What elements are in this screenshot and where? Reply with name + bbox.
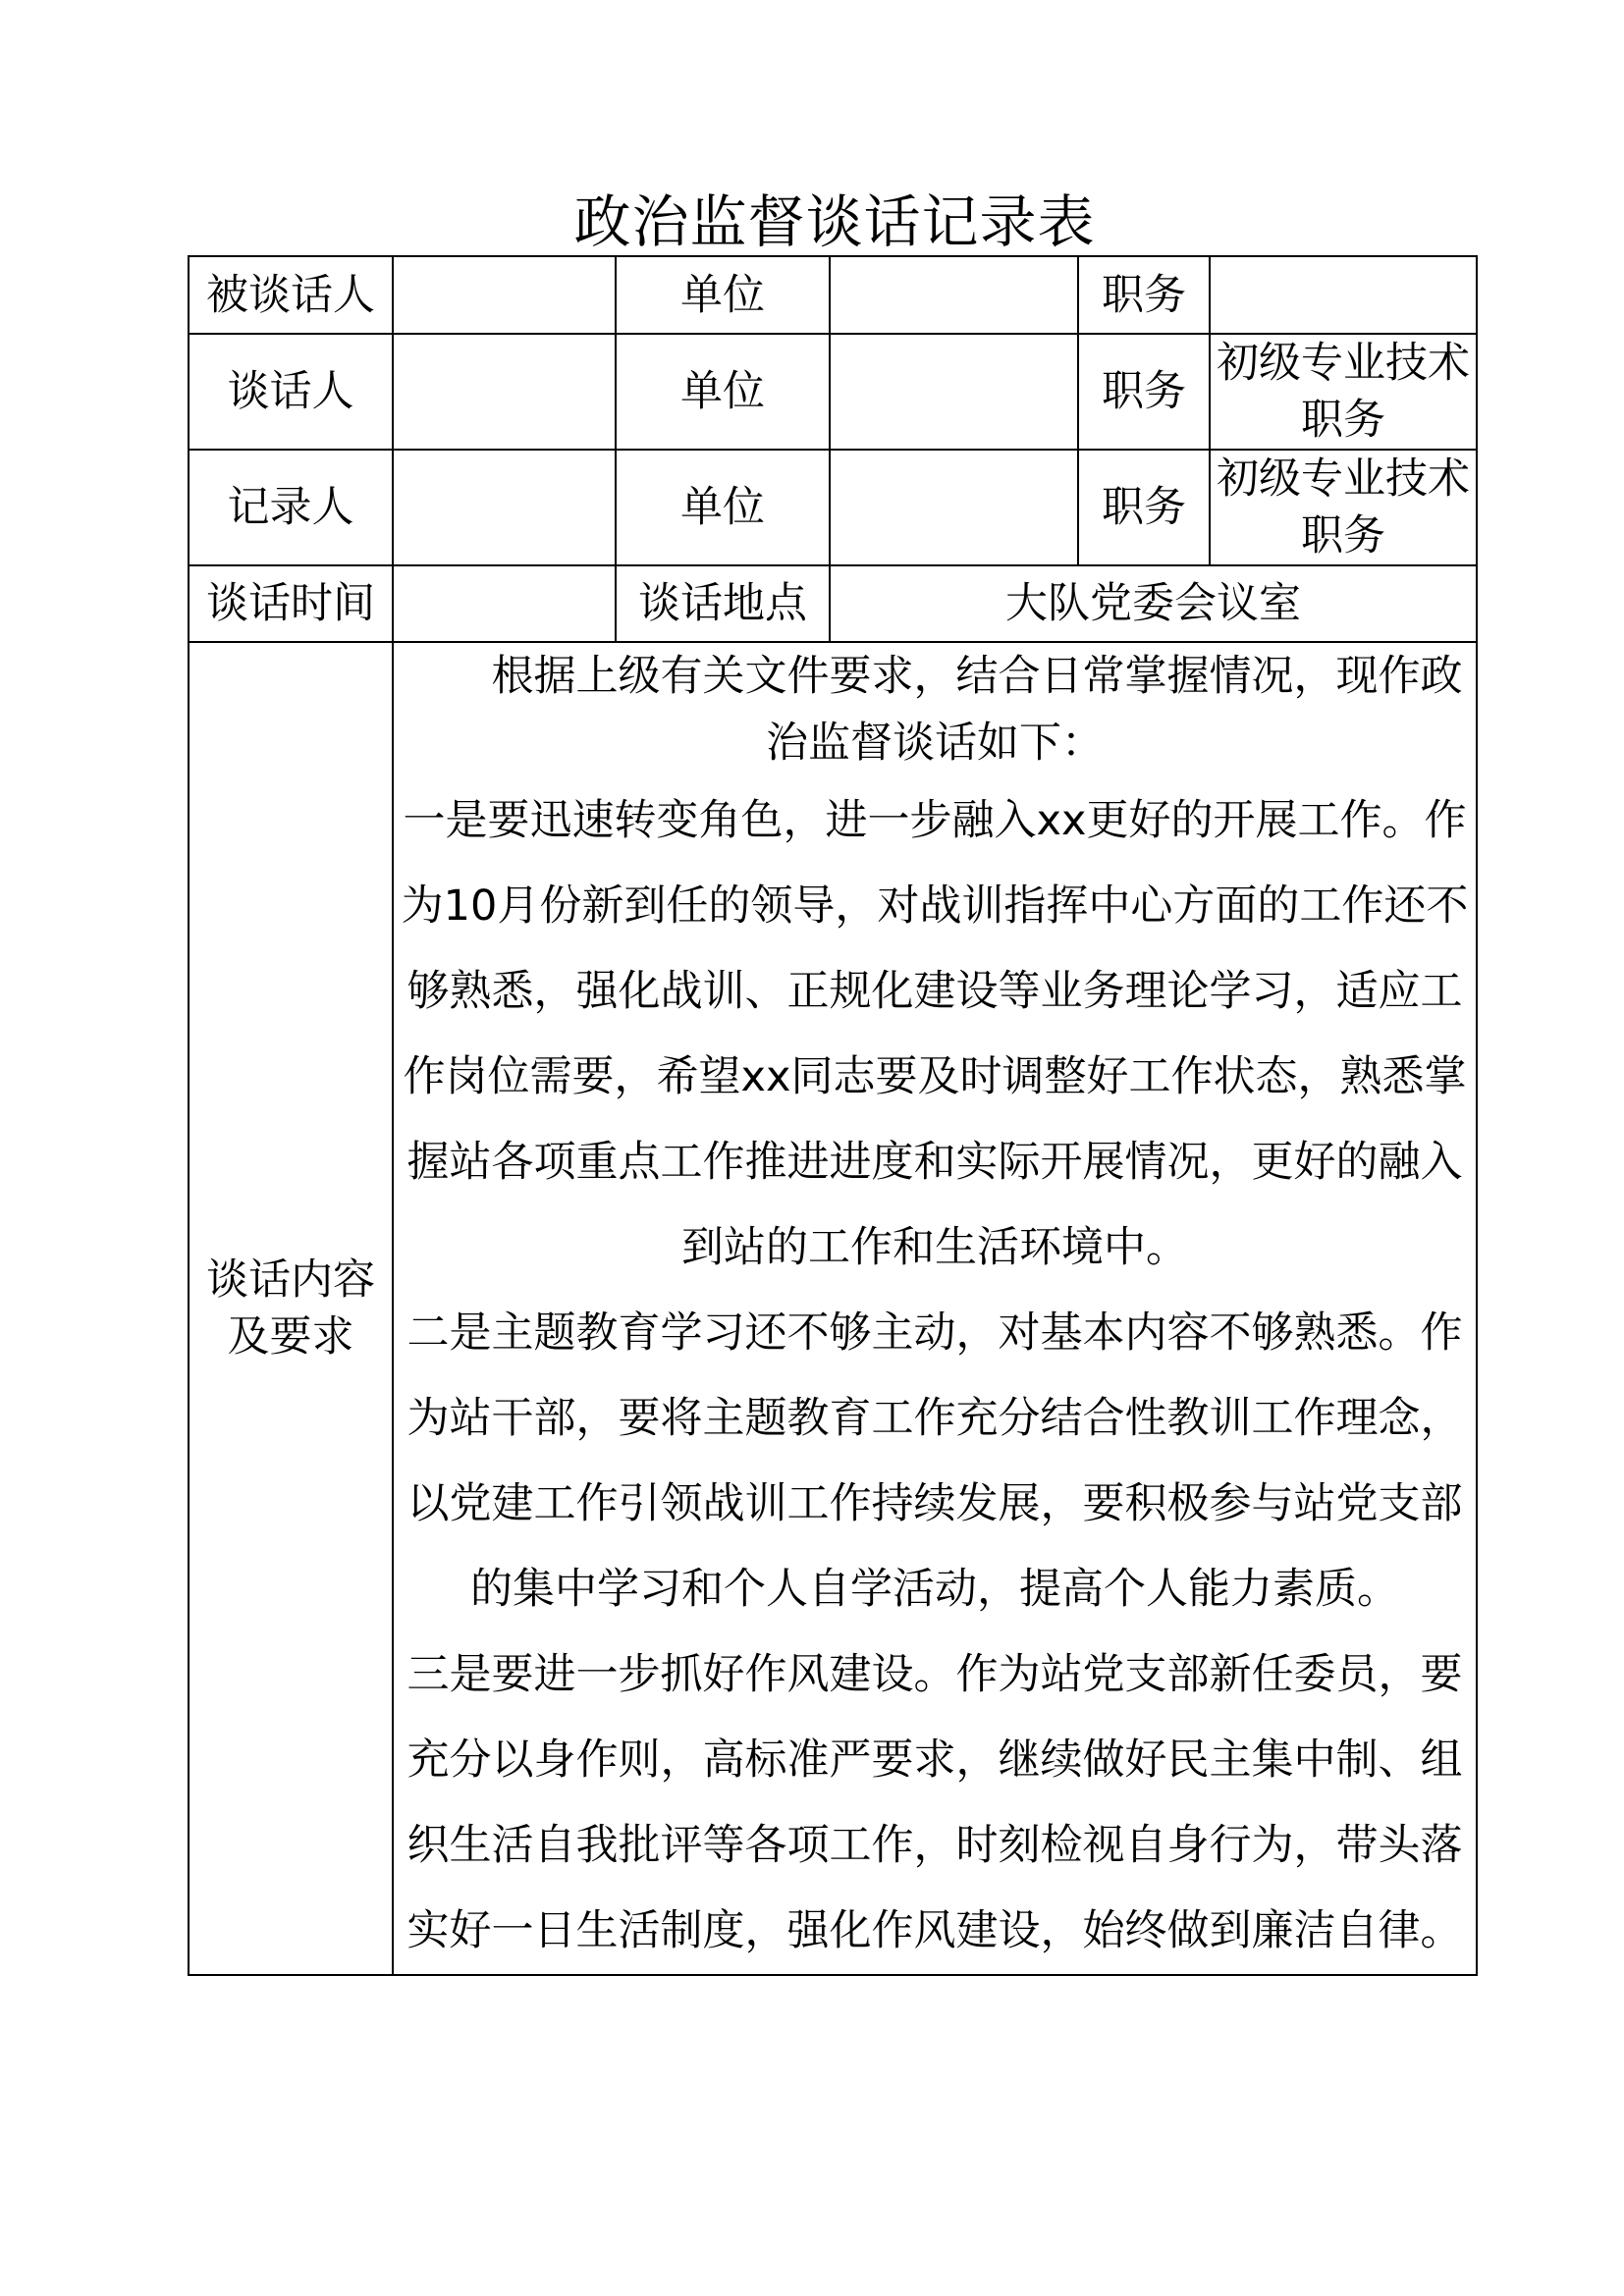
interviewee-position-field[interactable] bbox=[1210, 256, 1477, 334]
talk-location-field[interactable]: 大队党委会议室 bbox=[830, 565, 1477, 642]
content-field[interactable] bbox=[393, 642, 1477, 1975]
interviewee-label: 被谈话人 bbox=[189, 256, 393, 334]
interviewer-position-label: 职务 bbox=[1078, 334, 1210, 450]
interviewer-name-field[interactable] bbox=[393, 334, 616, 450]
interviewer-label: 谈话人 bbox=[189, 334, 393, 450]
document-title: 政治监督谈话记录表 bbox=[573, 188, 1096, 255]
content-label: 谈话内容及要求 bbox=[189, 642, 393, 1975]
interviewee-name-field[interactable] bbox=[393, 256, 616, 334]
interviewer-unit-field[interactable] bbox=[830, 334, 1078, 450]
interviewee-position-label: 职务 bbox=[1078, 256, 1210, 334]
table-row-time-location bbox=[189, 565, 1477, 642]
interviewee-unit-field[interactable] bbox=[830, 256, 1078, 334]
table-row-interviewer bbox=[189, 334, 1477, 450]
recorder-unit-label: 单位 bbox=[616, 450, 830, 565]
talk-time-label: 谈话时间 bbox=[189, 565, 393, 642]
record-table bbox=[188, 255, 1478, 1976]
recorder-position-label: 职务 bbox=[1078, 450, 1210, 565]
content-paragraph-2: 二是主题教育学习还不够主动，对基本内容不够熟悉。作为站干部，要将主题教育工作充分结合性教训工作理念，以党建工作引领战训工作持续发展，要积极参与站党支部的集中学习和个人自学活动，提高个人能力素质。 bbox=[406, 1308, 1463, 1614]
talk-time-field[interactable] bbox=[393, 565, 616, 642]
interviewer-unit-label: 单位 bbox=[616, 334, 830, 450]
talk-location-label: 谈话地点 bbox=[616, 565, 830, 642]
content-paragraph-3: 三是要进一步抓好作风建设。作为站党支部新任委员，要充分以身作则，高标准严要求，继续做好民主集中制、组织生活自我批评等各项工作，时刻检视自身行为，带头落实好一日生活制度，强化作风建设，始终做到廉洁自律。 bbox=[406, 1650, 1463, 1955]
interviewee-unit-label: 单位 bbox=[616, 256, 830, 334]
recorder-name-field[interactable] bbox=[393, 450, 616, 565]
table-row-interviewee bbox=[189, 256, 1477, 334]
recorder-unit-field[interactable] bbox=[830, 450, 1078, 565]
content-paragraph-1: 一是要迅速转变角色，进一步融入xx更好的开展工作。作为10月份新到任的领导，对战训指挥中心方面的工作还不够熟悉，强化战训、正规化建设等业务理论学习，适应工作岗位需要，希望xx同志要及时调整好工作状态，熟悉掌握站各项重点工作推进进度和实际开展情况，更好的融入到站的工作和生活环境中。 bbox=[401, 796, 1469, 1272]
recorder-label: 记录人 bbox=[189, 450, 393, 565]
recorder-position-field[interactable]: 初级专业技术职务 bbox=[1210, 450, 1477, 565]
content-intro: 根据上级有关文件要求，结合日常掌握情况，现作政治监督谈话如下： bbox=[491, 652, 1463, 768]
interviewer-position-field[interactable]: 初级专业技术职务 bbox=[1210, 334, 1477, 450]
table-row-recorder bbox=[189, 450, 1477, 565]
table-row-content bbox=[189, 642, 1477, 1975]
